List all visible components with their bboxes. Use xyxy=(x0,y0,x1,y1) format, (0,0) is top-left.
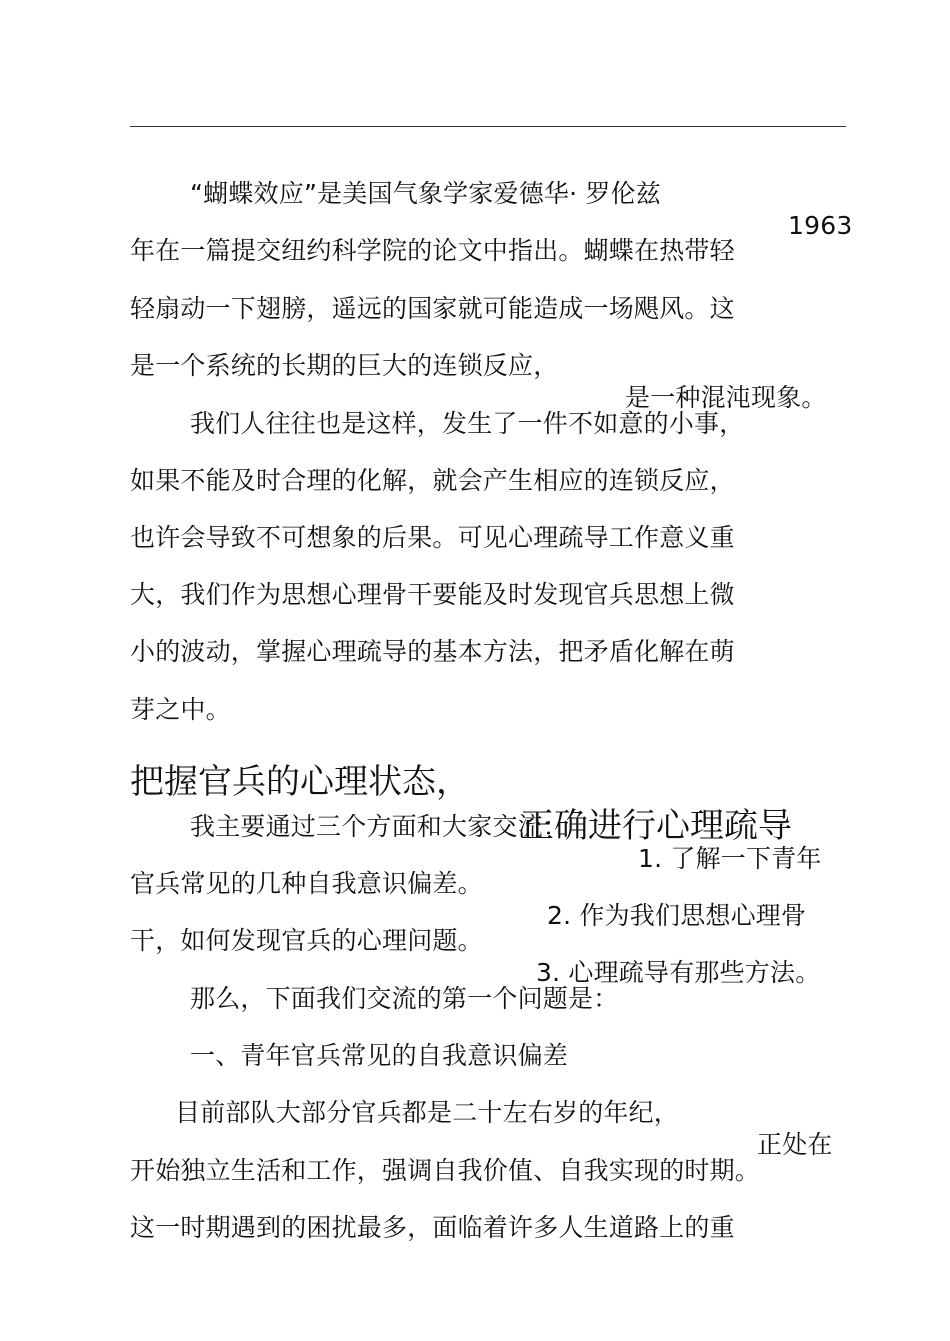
text-segment: 小的波动，掌握心理疏导的基本方法，把矛盾化解在萌 xyxy=(130,637,735,666)
text-segment: 1963 xyxy=(788,211,853,240)
text-segment: “蝴蝶效应”是美国气象学家爱德华· 罗伦兹 xyxy=(190,179,661,208)
paragraph-2-line-5 xyxy=(0,604,735,668)
text-segment: 轻扇动一下翅膀，遥远的国家就可能造成一场飓风。这 xyxy=(130,294,735,323)
text-segment: 芽之中。 xyxy=(130,695,231,724)
text-segment: 这一时期遇到的困扰最多，面临着许多人生道路上的重 xyxy=(130,1213,735,1242)
header-rule xyxy=(130,126,846,127)
heading-part-2: 正确进行心理疏导 xyxy=(520,806,792,846)
text-segment: 2. 作为我们思想心理骨 xyxy=(547,901,807,930)
text-segment: 也许会导致不可想象的后果。可见心理疏导工作意义重 xyxy=(130,523,735,552)
heading-part-1: 把握官兵的心理状态， xyxy=(130,762,470,802)
text-segment: 开始独立生活和工作，强调自我价值、自我实现的时期。 xyxy=(130,1156,761,1185)
text-segment: 我主要通过三个方面和大家交流： xyxy=(190,812,569,841)
paragraph-1-line-3 xyxy=(0,261,735,325)
text-segment: 大，我们作为思想心理骨干要能及时发现官兵思想上微 xyxy=(130,580,735,609)
text-segment: 正处在 xyxy=(757,1130,833,1159)
text-segment: 我们人往往也是这样，发生了一件不如意的小事， xyxy=(190,409,745,438)
paragraph-5-line-3 xyxy=(0,1180,735,1244)
paragraph-1-line-2 xyxy=(0,203,735,267)
paragraph-4-line-1 xyxy=(0,951,619,1015)
text-segment: 目前部队大部分官兵都是二十左右岁的年纪， xyxy=(175,1098,680,1127)
paragraph-5-line-2 xyxy=(0,1123,761,1187)
text-segment: 干，如何发现官兵的心理问题。 xyxy=(130,926,483,955)
paragraph-2-line-6 xyxy=(0,662,231,726)
paragraph-2-line-4 xyxy=(0,547,735,611)
text-segment: 是一种混沌现象。 xyxy=(625,383,827,412)
text-segment: 1. 了解一下青年 xyxy=(638,844,822,873)
paragraph-2-line-3 xyxy=(0,490,735,554)
text-segment: 3. 心理疏导有那些方法。 xyxy=(536,958,821,987)
text-segment: 一、青年官兵常见的自我意识偏差 xyxy=(190,1041,569,1070)
text-segment: 那么，下面我们交流的第一个问题是： xyxy=(190,984,619,1013)
text-segment: 如果不能及时合理的化解，就会产生相应的连锁反应， xyxy=(130,466,735,495)
section-1-title xyxy=(0,1008,569,1072)
text-segment: 年在一篇提交纽约科学院的论文中指出。蝴蝶在热带轻 xyxy=(130,236,735,265)
text-segment: 是一个系统的长期的巨大的连锁反应， xyxy=(130,351,559,380)
paragraph-2-line-2 xyxy=(0,433,735,497)
text-segment: 官兵常见的几种自我意识偏差。 xyxy=(130,869,483,898)
